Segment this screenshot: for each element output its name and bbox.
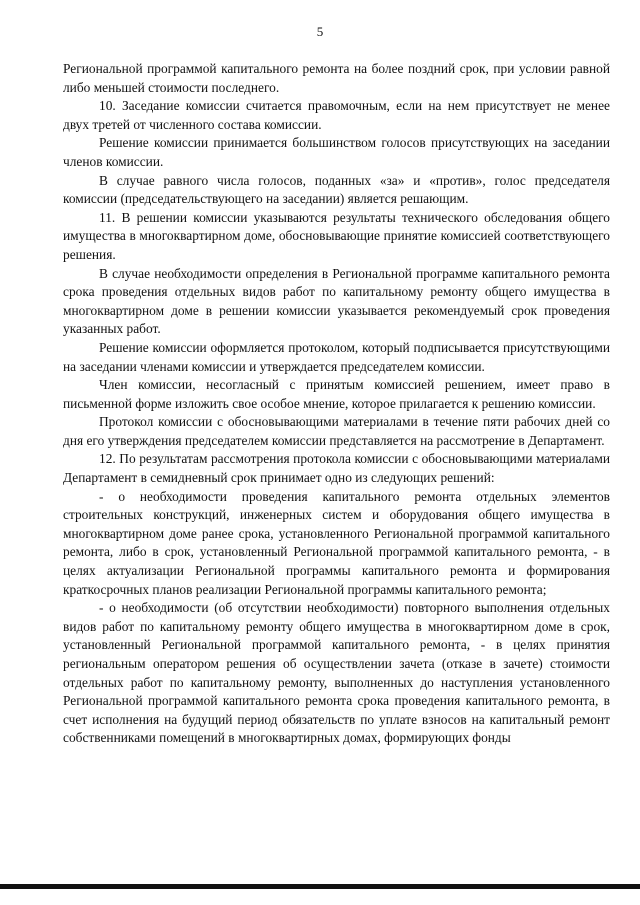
page-number: 5 — [316, 24, 324, 39]
paragraph-dissenting-opinion: Член комиссии, несогласный с принятым комиссией решением, имеет право в письменной форме изложить свое особое мнение, которое прилагается к решению комиссии. — [63, 377, 610, 411]
paragraph-continuation: Региональной программой капитального ремонта на более поздний срок, при условии равной либо меньшей стоимости последнего. — [63, 61, 610, 95]
paragraph-recommended-term: В случае необходимости определения в Региональной программе капитального ремонта срока проведения отдельных видов работ по капитальному ремонту общего имущества в многоквартирном доме в решении комиссии указывается рекомендуемый срок проведения указанных работ. — [63, 265, 610, 337]
list-item-repeat-works: - о необходимости (об отсутствии необходимости) повторного выполнения отдельных видов работ по капитальному ремонту общего имущества в многоквартирном доме в срок, установленный Региональной программой капитального ремонта, - в целях принятия региональным оператором решения об осуществлении зачета (отказе в зачете) стоимости отдельных работ по капитальному ремонту, выполненных до наступления установленного Региональной программой капитального ремонта срока проведения капитального ремонта, в счет исполнения на будущий период обязательств по уплате взносов на капитальный ремонт собственниками помещений в многоквартирных домах, формирующих фонды — [63, 600, 610, 746]
paragraph-protocol: Решение комиссии оформляется протоколом, который подписывается присутствующими на заседании членами комиссии и утверждается председателем комиссии. — [63, 339, 610, 374]
document-body — [63, 60, 610, 748]
paragraph-tie-vote: В случае равного числа голосов, поданных «за» и «против», голос председателя комиссии (председательствующего на заседании) является решающим. — [63, 172, 610, 207]
list-item-repair-necessity: - о необходимости проведения капитального ремонта отдельных элементов строительных конструкций, инженерных систем и оборудования общего имущества в многоквартирном доме ранее срока, установленного Региональной программой капитального ремонта, либо в срок, установленный Региональной программой капитального ремонта, - в целях актуализации Региональной программы капитального ремонта и формирования краткосрочных планов реализации Региональной программы капитального ремонта; — [63, 488, 610, 597]
paragraph-department-review: 12. По результатам рассмотрения протокола комиссии с обосновывающими материалами Департамент в семидневный срок принимает одно из следующих решений: — [63, 451, 610, 486]
paragraph-quorum: 10. Заседание комиссии считается правомочным, если на нем присутствует не менее двух третей от численного состава комиссии. — [63, 98, 610, 132]
page-bottom-rule — [0, 884, 640, 889]
paragraph-protocol-submission: Протокол комиссии с обосновывающими материалами в течение пяти рабочих дней со дня его утверждения председателем комиссии представляется на рассмотрение в Департамент. — [63, 414, 610, 448]
paragraph-majority-vote: Решение комиссии принимается большинством голосов присутствующих на заседании членов комиссии. — [63, 135, 610, 169]
paragraph-decision-contents: 11. В решении комиссии указываются результаты технического обследования общего имущества в многоквартирном доме, обосновывающие принятие комиссией соответствующего решения. — [63, 209, 610, 262]
